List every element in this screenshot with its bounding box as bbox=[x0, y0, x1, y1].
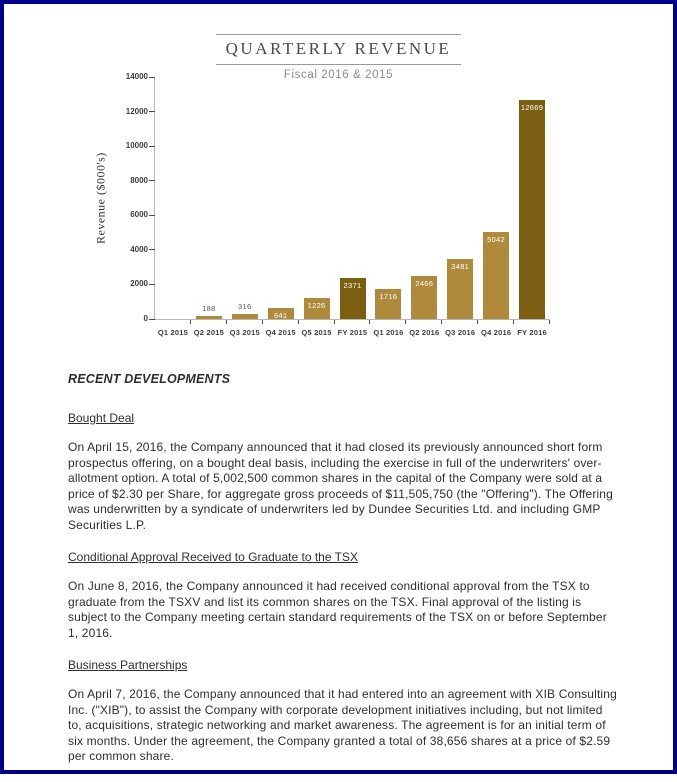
section-conditional-approval bbox=[68, 550, 617, 641]
chart-title: QUARTERLY REVENUE bbox=[216, 34, 462, 65]
x-axis-tick bbox=[262, 320, 263, 324]
subsection-heading: Conditional Approval Received to Graduate to the TSX bbox=[68, 550, 358, 564]
bar-q4-2016 bbox=[483, 232, 509, 319]
x-axis-category-label: Q1 2016 bbox=[373, 328, 404, 337]
x-axis-tick bbox=[513, 320, 514, 324]
y-axis-tick-label: 6000 bbox=[130, 210, 148, 220]
y-axis-tick-label: 2000 bbox=[130, 279, 148, 289]
y-axis-tick bbox=[149, 215, 155, 216]
y-axis-tick bbox=[149, 319, 155, 320]
x-axis-tick bbox=[298, 320, 299, 324]
bar-value-label: 316 bbox=[238, 301, 252, 311]
section-bought-deal bbox=[68, 411, 617, 533]
y-axis-tick bbox=[149, 180, 155, 181]
y-axis-tick bbox=[149, 77, 155, 78]
y-axis-tick-label: 12000 bbox=[125, 106, 148, 116]
x-axis-tick bbox=[549, 320, 550, 324]
subsection-paragraph: On April 15, 2016, the Company announced that it had closed its previously announced short form prospectus offering, on a bought deal basis, including the exercise in full of the underwriters' over-allotment option. A total of 5,002,500 common shares in the capital of the Company were sold at a price of $2.30 per Share, for aggregate gross proceeds of $11,505,750 (the "Offering"). The Offering was underwritten by a syndicate of underwriters led by Dundee Securities Ltd. and including GMP Securities L.P. bbox=[68, 440, 613, 532]
y-axis-tick-label: 0 bbox=[143, 314, 148, 323]
subsection-heading: Bought Deal bbox=[68, 411, 135, 425]
x-axis-category-label: Q3 2015 bbox=[229, 328, 260, 337]
y-axis-tick bbox=[149, 146, 155, 147]
y-axis-tick-label: 4000 bbox=[130, 244, 148, 254]
x-axis-category-label: Q3 2016 bbox=[445, 328, 476, 337]
bar-value-label: 12669 bbox=[520, 103, 544, 112]
x-axis-category-label: Q4 2016 bbox=[481, 328, 512, 337]
x-axis-tick bbox=[441, 320, 442, 324]
x-axis-category-label: FY 2015 bbox=[337, 328, 368, 337]
bar-q2-2015 bbox=[196, 316, 222, 319]
x-axis-category-label: Q2 2015 bbox=[193, 328, 224, 337]
y-axis-tick-label: 10000 bbox=[125, 141, 148, 151]
bar-value-label: 1226 bbox=[307, 300, 326, 310]
bar-value-label: 188 bbox=[202, 303, 216, 313]
recent-developments bbox=[68, 372, 617, 782]
bar-value-label: 2466 bbox=[415, 279, 434, 289]
y-axis-tick bbox=[149, 249, 155, 250]
subsection-paragraph: On June 8, 2016, the Company announced it had received conditional approval from the TSX to graduate from the TSXV and list its common shares on the TSX. Final approval of the listing is subject to the Company meeting certain standard requirements of the TSX on or before September 1, 2016. bbox=[68, 579, 607, 640]
section-title: RECENT DEVELOPMENTS bbox=[68, 372, 231, 386]
x-axis-tick bbox=[190, 320, 191, 324]
x-axis-tick bbox=[226, 320, 227, 324]
x-axis-tick bbox=[477, 320, 478, 324]
section-business-partnerships bbox=[68, 658, 617, 765]
y-axis-tick bbox=[149, 284, 155, 285]
bar-value-label: 5042 bbox=[487, 234, 506, 244]
bar-value-label: 3481 bbox=[451, 261, 470, 271]
y-axis-tick-label: 8000 bbox=[130, 175, 148, 185]
bar-fy-2016 bbox=[519, 100, 545, 319]
chart-subtitle: Fiscal 2016 & 2015 bbox=[283, 69, 394, 81]
x-axis-tick bbox=[369, 320, 370, 324]
x-axis-tick bbox=[405, 320, 406, 324]
x-axis-category-label: Q5 2015 bbox=[301, 328, 332, 337]
bar-q3-2015 bbox=[232, 314, 258, 319]
subsection-heading: Business Partnerships bbox=[68, 658, 188, 672]
bar-value-label: 1716 bbox=[379, 292, 398, 302]
x-axis-category-label: Q4 2015 bbox=[265, 328, 296, 337]
x-axis-category-label: FY 2016 bbox=[517, 328, 547, 337]
y-axis-tick bbox=[149, 111, 155, 112]
x-axis-tick bbox=[334, 320, 335, 324]
chart-title-block bbox=[4, 34, 673, 81]
y-axis-title: Revenue ($000's) bbox=[93, 152, 108, 244]
y-axis-tick-label: 14000 bbox=[125, 72, 148, 81]
x-axis-category-label: Q1 2015 bbox=[157, 328, 189, 337]
subsection-paragraph: On April 7, 2016, the Company announced that it had entered into an agreement with XIB Consulting Inc. ("XIB"), to assist the Company with corporate development initiatives including, but not limited to, acquisitions, strategic networking and market awareness. The agreement is for an initial term of six months. Under the agreement, the Company granted a total of 38,656 shares at a price of $2.59 per common share. bbox=[68, 687, 617, 763]
x-axis-category-label: Q2 2016 bbox=[409, 328, 440, 337]
bar-value-label: 641 bbox=[273, 310, 288, 320]
bar-value-label: 2371 bbox=[343, 281, 362, 290]
